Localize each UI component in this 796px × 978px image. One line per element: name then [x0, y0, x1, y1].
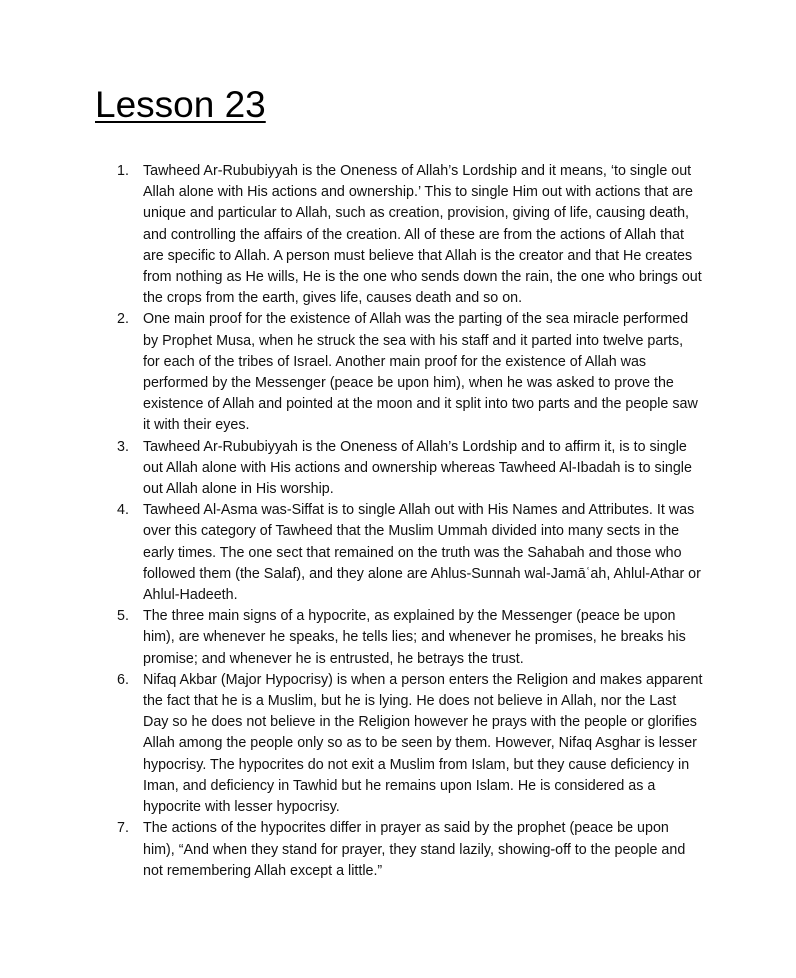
list-item-number: 7. — [117, 820, 129, 837]
page-title: Lesson 23 — [95, 84, 266, 125]
list-item-number: 4. — [117, 502, 129, 519]
list-item — [117, 818, 703, 882]
list-item-text: One main proof for the existence of Allah was the parting of the sea miracle performed by Prophet Musa, when he struck the sea with his staff and it parted into twelve parts, for each of the tribes of Israel. Another main proof for the existence of Allah was performed by the Messenger (peace be upon him), when he was asked to prove the existence of Allah and pointed at the moon and it split into two parts and the people saw it with their eyes. — [143, 311, 698, 434]
list-item — [117, 670, 703, 818]
list-item — [117, 309, 703, 436]
list-item-text: Tawheed Ar-Rububiyyah is the Oneness of Allah’s Lordship and to affirm it, is to single out Allah alone with His actions and ownership whereas Tawheed Al-Ibadah is to single out Allah alone in His worship. — [143, 438, 692, 498]
numbered-list — [117, 161, 703, 882]
list-item — [117, 500, 703, 606]
list-item — [117, 437, 703, 501]
list-item-text: Nifaq Akbar (Major Hypocrisy) is when a person enters the Religion and makes apparent the fact that he is a Muslim, but he is lying. He does not believe in Allah, nor the Last Day so he does not believe in the Religion however he prays with the people or glorifies Allah among the people only so as to be seen by them. However, Nifaq Asghar is lesser hypocrisy. The hypocrites do not exit a Muslim from Islam, but they cause deficiency in Iman, and deficiency in Tawhid but he remains upon Islam. He is considered as a hypocrite with lesser hypocrisy. — [143, 671, 703, 816]
list-item-text: Tawheed Al-Asma was-Siffat is to single Allah out with His Names and Attributes. It was over this category of Tawheed that the Muslim Ummah divided into many sects in the early times. The one sect that remained on the truth was the Sahabah and those who followed them (the Salaf), and they alone are Ahlus-Sunnah wal-Jamāʿah, Ahlul-Athar or Ahlul-Hadeeth. — [143, 502, 701, 604]
list-item-number: 1. — [117, 163, 129, 179]
list-item — [117, 606, 703, 670]
list-item-text: The actions of the hypocrites differ in prayer as said by the prophet (peace be upon him), “And when they stand for prayer, they stand lazily, showing-off to the people and not remembering Allah except a little.” — [143, 820, 686, 879]
list-item-number: 6. — [117, 671, 129, 688]
list-item-number: 5. — [117, 608, 129, 625]
list-item-number: 3. — [117, 438, 129, 455]
list-item — [117, 161, 703, 309]
list-item-number: 2. — [117, 311, 129, 328]
list-item-text: The three main signs of a hypocrite, as explained by the Messenger (peace be upon him), are whenever he speaks, he tells lies; and whenever he promises, he breaks his promise; and whenever he is entrusted, he betrays the trust. — [143, 608, 686, 667]
list-item-text: Tawheed Ar-Rububiyyah is the Oneness of Allah’s Lordship and it means, ‘to single out Allah alone with His actions and ownership.’ This to single Him out with actions that are unique and particular to Allah, such as creation, provision, giving of life, causing death, and controlling the affairs of the creation. All of these are from the actions of Allah that are specific to Allah. A person must believe that Allah is the creator and that He creates from nothing as He wills, He is the one who sends down the rain, the one who brings out the crops from the earth, gives life, causes death and so on. — [143, 163, 702, 307]
